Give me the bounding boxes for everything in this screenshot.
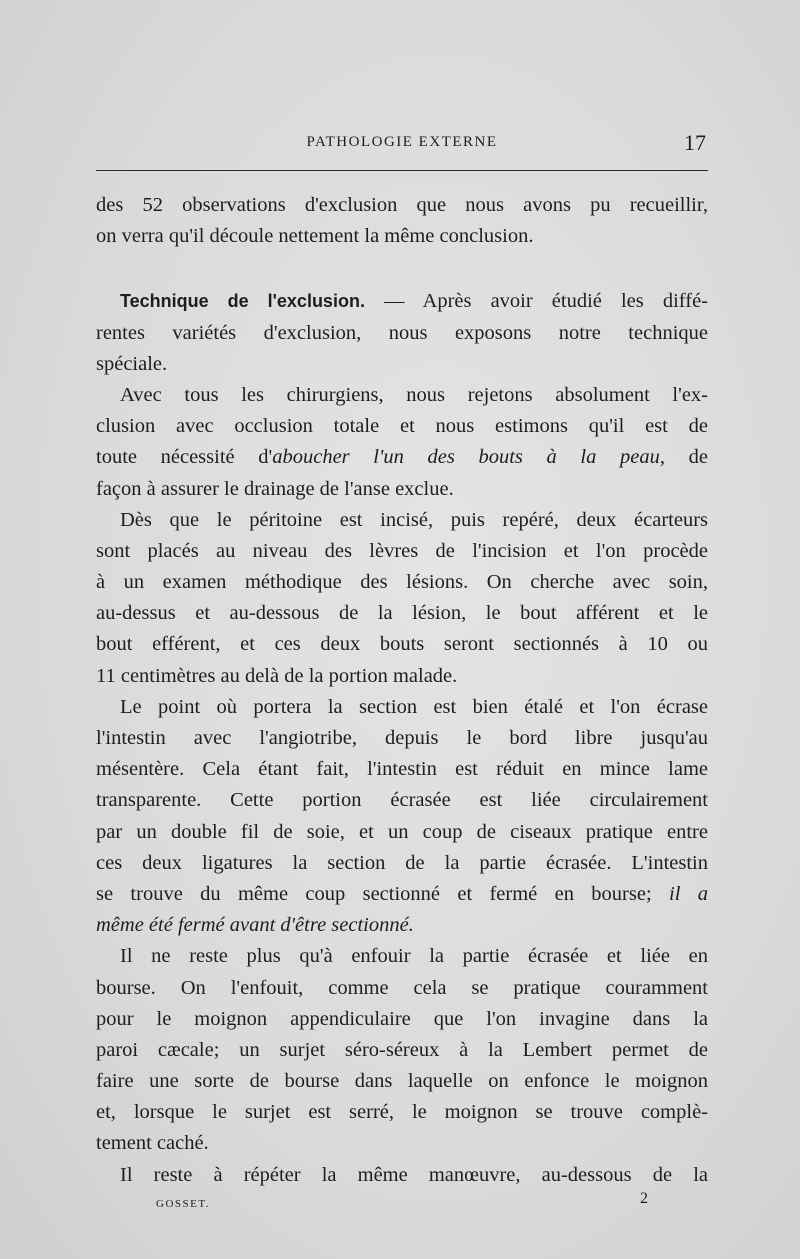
header-rule bbox=[96, 170, 708, 171]
text-line: tement caché. bbox=[96, 1132, 209, 1155]
text-line: pour le moignon appendiculaire que l'on invagine dans la bbox=[96, 1007, 708, 1030]
text-line: clusion avec occlusion totale et nous estimons qu'il est de bbox=[96, 415, 708, 438]
running-title: PATHOLOGIE EXTERNE bbox=[306, 134, 498, 150]
text-line: sont placés au niveau des lèvres de l'incision et l'on procède bbox=[96, 539, 708, 562]
section-gap bbox=[96, 252, 708, 286]
text-line: ces deux ligatures la section de la partie écrasée. L'intestin bbox=[96, 851, 708, 874]
text-run: , de bbox=[659, 446, 708, 469]
text-line: mésentère. Cela étant fait, l'intestin est réduit en mince lame bbox=[96, 758, 708, 781]
text-line: transparente. Cette portion écrasée est liée circulairement bbox=[96, 789, 708, 812]
text-run: toute nécessité d' bbox=[96, 446, 273, 469]
text-run: se trouve du même coup sectionné et fermé en bourse; bbox=[96, 882, 669, 905]
text-line: même été fermé avant d'être sectionné. bbox=[96, 914, 414, 937]
text-line: façon à assurer le drainage de l'anse exclue. bbox=[96, 477, 454, 500]
text-line: rentes variétés d'exclusion, nous exposons notre technique bbox=[96, 321, 708, 344]
text-line: spéciale. bbox=[96, 352, 168, 375]
text-line: bout efférent, et ces deux bouts seront sectionnés à 10 ou bbox=[96, 633, 708, 656]
running-head bbox=[96, 130, 708, 160]
text-line: Il reste à répéter la même manœuvre, au-dessous de la bbox=[120, 1163, 708, 1186]
text-line: Il ne reste plus qu'à enfouir la partie écrasée et liée en bbox=[120, 945, 708, 968]
signature-mark: GOSSET. bbox=[156, 1198, 210, 1210]
page-number: 17 bbox=[684, 130, 706, 155]
text-line: Le point où portera la section est bien étalé et l'on écrase bbox=[120, 695, 708, 718]
text-line: faire une sorte de bourse dans laquelle on enfonce le moignon bbox=[96, 1070, 708, 1093]
page-footer bbox=[96, 1190, 708, 1220]
text-line: 11 centimètres au delà de la portion malade. bbox=[96, 664, 458, 687]
text-line: on verra qu'il découle nettement la même conclusion. bbox=[96, 225, 534, 248]
text-line: paroi cæcale; un surjet séro-séreux à la Lembert permet de bbox=[96, 1038, 708, 1061]
text-line: des 52 observations d'exclusion que nous avons pu recueillir, bbox=[96, 194, 708, 216]
text-line: au-dessus et au-dessous de la lésion, le bout afférent et le bbox=[96, 602, 708, 625]
text-line: l'intestin avec l'angiotribe, depuis le bord libre jusqu'au bbox=[96, 727, 708, 749]
text-line: Dès que le péritoine est incisé, puis repéré, deux écarteurs bbox=[120, 508, 708, 531]
text-line: par un double fil de soie, et un coup de ciseaux pratique entre bbox=[96, 820, 708, 843]
text-line: bourse. On l'enfouit, comme cela se pratique couramment bbox=[96, 976, 708, 999]
heading-continuation: — Après avoir étudié les diffé- bbox=[364, 290, 709, 313]
italic-run: aboucher l'un des bouts à la peau bbox=[272, 446, 660, 469]
section-heading: Technique de l'exclusion. bbox=[120, 291, 365, 312]
text-line bbox=[96, 442, 708, 473]
body-text bbox=[96, 190, 708, 1191]
text-line: Avec tous les chirurgiens, nous rejetons absolument l'ex- bbox=[120, 383, 708, 406]
text-line bbox=[96, 286, 708, 317]
italic-run: il a bbox=[669, 882, 708, 905]
text-line bbox=[96, 879, 708, 910]
sheet-number: 2 bbox=[640, 1190, 648, 1207]
text-line: et, lorsque le surjet est serré, le moignon se trouve complè- bbox=[96, 1101, 708, 1124]
text-line: à un examen méthodique des lésions. On cherche avec soin, bbox=[96, 571, 708, 594]
